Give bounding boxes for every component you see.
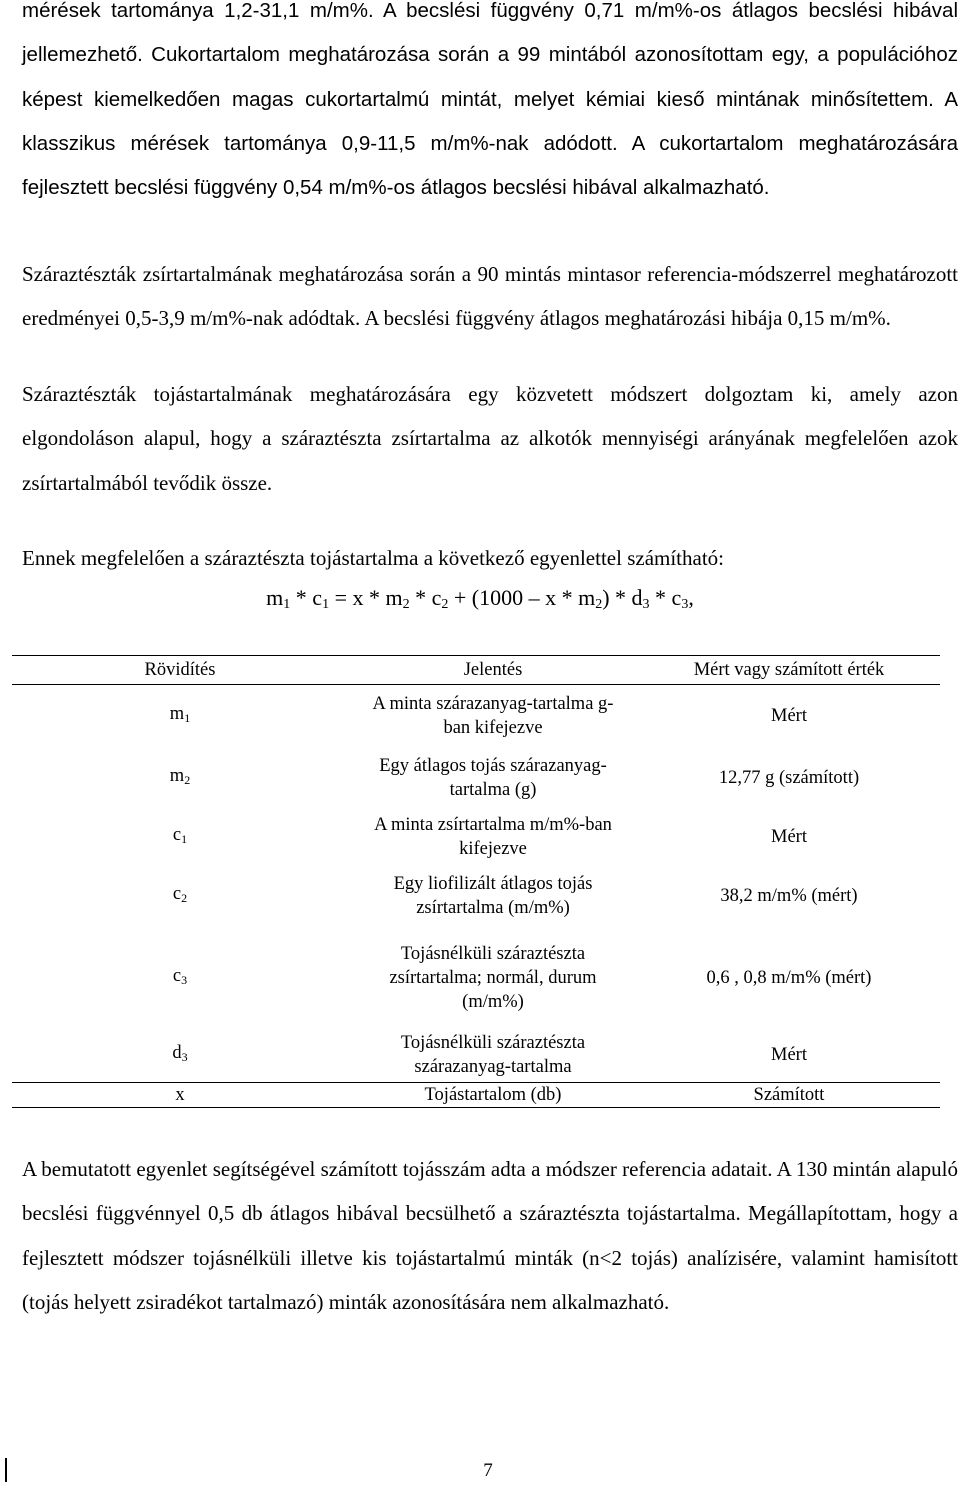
cell-meaning: Egy liofilizált átlagos tojás zsírtartalma (m/m%) [393,873,593,918]
cell-meaning: A minta zsírtartalma m/m%-ban kifejezve [374,814,612,859]
variables-table [12,655,940,1108]
cell-meaning: Tojástartalom (db) [348,1083,638,1108]
cell-symbol: $c_1$ [172,824,188,846]
table-row [12,809,940,865]
table-row [12,685,940,747]
header-abbreviation: Rövidítés [12,656,348,685]
table-row [12,865,940,927]
cell-meaning: Tojásnélküli száraztészta szárazanyag-tartalma [400,1033,586,1078]
paragraph-results: A bemutatott egyenlet segítségével számított tojásszám adta a módszer referencia adatait. A 130 mintán alapuló becslési függvénnyel 0,5 db átlagos hibával becsülhető a száraztészta tojástartalma. Megállapítottam, hogy a fejlesztett módszer tojásnélküli illetve kis tojástartalmú minták (n<2 tojás) analízisére, valamint hamisított (tojás helyett zsiradékot tartalmazó) minták azonosítására nem alkalmazható. [22,1157,958,1314]
table-row [12,927,940,1029]
cell-symbol: $c_2$ [172,883,188,905]
cell-value: 12,77 g (számított) [718,767,860,788]
cell-meaning: A minta szárazanyag-tartalma g- ban kifejezve [372,693,614,738]
cell-value: Mért [771,1045,807,1066]
cell-symbol: x [12,1083,348,1108]
cell-meaning: Tojásnélküli száraztészta zsírtartalma; normál, durum (m/m%) [389,943,597,1012]
cell-value: Mért [771,826,807,847]
header-value: Mért vagy számított érték [638,656,940,685]
table-header-row [12,656,940,685]
header-meaning: Jelentés [348,656,638,685]
table-row [12,1029,940,1083]
cell-meaning: Egy átlagos tojás szárazanyag- tartalma (g) [379,755,607,800]
cell-symbol: $c_3$ [172,965,188,987]
table-row [12,1083,940,1108]
cell-value: Mért [771,705,807,726]
cell-symbol: $m_2$ [169,765,191,787]
cell-symbol: $d_3$ [172,1043,188,1065]
table-row [12,747,940,809]
cell-value: Számított [638,1083,940,1108]
cell-value: 0,6 , 0,8 m/m% (mért) [706,967,872,988]
paragraph-egg-method: Száraztészták tojástartalmának meghatározására egy közvetett módszert dolgoztam ki, amely azon elgondoláson alapul, hogy a száraztészta zsírtartalma az alkotók mennyiségi arányának megfelelően azok zsírtartalmából tevődik össze. [22,382,958,495]
paragraph-equation-intro: Ennek megfelelően a száraztészta tojástartalma a következő egyenlettel számítható: [22,546,725,570]
egg-content-equation: $m_1 * c_1 = x * m_2 * c_2 + (1000 - x * m_2) * d_3 * c_3$, [266,585,694,612]
paragraph-sugar-content: mérések tartománya 1,2-31,1 m/m%. A becslési függvény 0,71 m/m%-os átlagos becslési hibával jellemezhető. Cukortartalom meghatározása során a 99 mintából azonosítottam egy, a populációhoz képest kiemelkedően magas cukortartalmú mintát, melyet kémiai kieső mintának minősítettem. A klasszikus mérések tartománya 0,9-11,5 m/m%-nak adódott. A cukortartalom meghatározására fejlesztett becslési függvény 0,54 m/m%-os átlagos becslési hibával alkalmazható. [22,0,958,200]
paragraph-fat-content: Száraztészták zsírtartalmának meghatározása során a 90 mintás mintasor referencia-módszerrel meghatározott eredményei 0,5-3,9 m/m%-nak adódtak. A becslési függvény átlagos meghatározási hibája 0,15 m/m%. [22,262,958,331]
cell-value: 38,2 m/m% (mért) [720,885,858,906]
page-number: 7 [483,1460,493,1481]
cell-symbol: $m_1$ [169,703,191,725]
